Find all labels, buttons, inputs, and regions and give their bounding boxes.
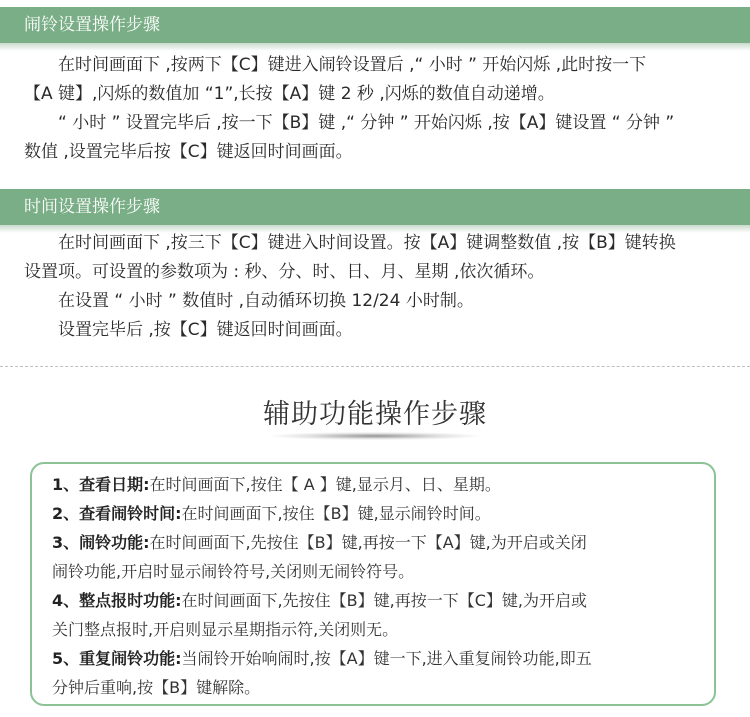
step-heading: 闹铃功能: [79, 533, 150, 552]
step-text-cont: 闹铃功能,开启时显示闹铃符号,关闭则无闹铃符号。 [52, 562, 415, 581]
step-number: 5、 [52, 649, 80, 668]
alarm-para-2 [24, 109, 729, 138]
time-section-header [0, 189, 750, 225]
time-para-1 [24, 229, 729, 258]
aux-step-2 [52, 499, 712, 528]
step-text: 在时间画面下,先按住【B】键,再按一下【C】键,为开启或 [181, 591, 587, 610]
aux-section-title: 辅助功能操作步骤 [263, 399, 487, 430]
step-heading: 重复闹铃功能: [79, 649, 182, 668]
step-text: 当闹铃开始响闹时,按【A】键一下,进入重复闹铃功能,即五 [181, 649, 592, 668]
aux-step-3 [52, 528, 712, 557]
aux-step-3-cont [52, 557, 712, 586]
alarm-section-header [0, 7, 750, 43]
step-heading: 查看闹铃时间: [79, 504, 182, 523]
alarm-instructions [24, 51, 729, 167]
time-section-title: 时间设置操作步骤 [24, 197, 160, 217]
aux-step-4-cont [52, 615, 712, 644]
time-para-3 [24, 316, 729, 345]
alarm-para-2-line-1: “ 小时 ” 设置完毕后 ,按一下【B】键 ,“ 分钟 ” 开始闪烁 ,按【A】键设置 “ 分钟 ” [58, 113, 675, 133]
time-para-2-text: 在设置 “ 小时 ” 数值时 ,自动循环切换 12/24 小时制。 [58, 291, 474, 311]
time-para-3-text: 设置完毕后 ,按【C】键返回时间画面。 [58, 320, 353, 340]
step-number: 1、 [52, 475, 80, 494]
alarm-header-shadow [0, 43, 750, 51]
section-divider [0, 366, 750, 367]
time-para-1-cont [24, 258, 729, 287]
time-para-2 [24, 287, 729, 316]
aux-step-5 [52, 644, 712, 673]
alarm-para-1-line-1: 在时间画面下 ,按两下【C】键进入闹铃设置后 ,“ 小时 ” 开始闪烁 ,此时按一下 [58, 55, 647, 75]
time-para-1-line-2: 设置项。可设置的参数项为 : 秒、分、时、日、月、星期 ,依次循环。 [24, 262, 545, 282]
step-text-cont: 关门整点报时,开启则显示星期指示符,关闭则无。 [52, 620, 399, 639]
step-number: 4、 [52, 591, 80, 610]
aux-step-1 [52, 470, 712, 499]
step-text: 在时间画面下,按住【 A 】键,显示月、日、星期。 [149, 475, 501, 494]
aux-title-underline [270, 432, 480, 440]
aux-step-4 [52, 586, 712, 615]
alarm-para-1 [24, 51, 729, 80]
time-para-1-line-1: 在时间画面下 ,按三下【C】键进入时间设置。按【A】键调整数值 ,按【B】键转换 [58, 233, 676, 253]
step-heading: 查看日期: [79, 475, 150, 494]
step-number: 3、 [52, 533, 80, 552]
step-text: 在时间画面下,按住【B】键,显示闹铃时间。 [181, 504, 491, 523]
step-text: 在时间画面下,先按住【B】键,再按一下【A】键,为开启或关闭 [149, 533, 587, 552]
time-instructions [24, 229, 729, 345]
alarm-para-2-line-2: 数值 ,设置完毕后按【C】键返回时间画面。 [24, 142, 353, 162]
step-text-cont: 分钟后重响,按【B】键解除。 [52, 678, 261, 697]
aux-step-5-cont [52, 673, 712, 702]
aux-steps-list [52, 470, 712, 702]
alarm-para-2-cont [24, 138, 729, 167]
alarm-section-title: 闹铃设置操作步骤 [24, 15, 160, 35]
step-heading: 整点报时功能: [79, 591, 182, 610]
alarm-para-1-line-2: 【A 键】,闪烁的数值加 “1”,长按【A】键 2 秒 ,闪烁的数值自动递增。 [24, 84, 555, 104]
alarm-para-1-cont [24, 80, 729, 109]
step-number: 2、 [52, 504, 80, 523]
